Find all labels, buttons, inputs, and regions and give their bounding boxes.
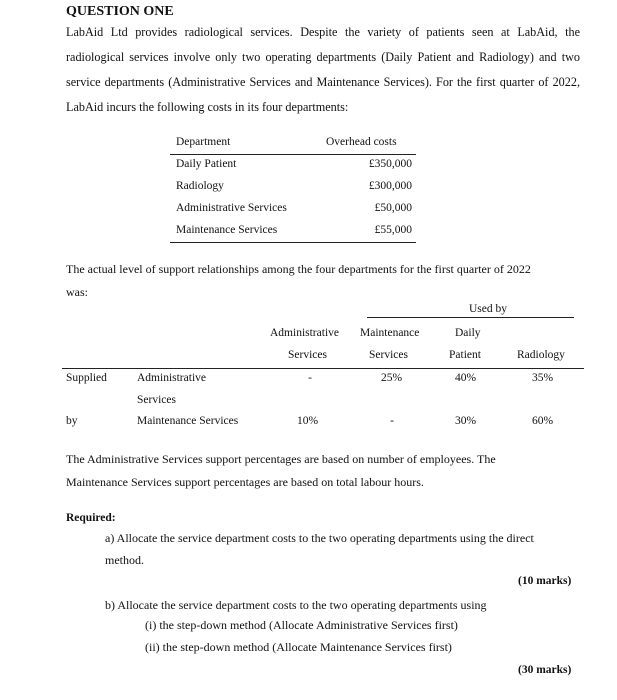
cost-row-value: £300,000 bbox=[368, 180, 412, 192]
row-admin-maint: 25% bbox=[381, 372, 403, 384]
note-line1: The Administrative Services support percentages are based on number of employees. The bbox=[66, 452, 496, 466]
row-admin-radiology: 35% bbox=[532, 372, 554, 384]
row-maint-admin: 10% bbox=[297, 415, 319, 427]
cost-row-dept: Administrative Services bbox=[176, 202, 287, 214]
cost-row-dept: Daily Patient bbox=[176, 158, 237, 170]
col-radiology: Radiology bbox=[517, 349, 565, 361]
row-admin-name-line1: Administrative bbox=[137, 372, 206, 384]
cost-header-department: Department bbox=[176, 136, 231, 148]
cost-row-dept: Radiology bbox=[176, 180, 224, 192]
support-header-rule bbox=[62, 368, 584, 369]
cost-bottom-rule bbox=[170, 242, 416, 243]
part-b-i: (i) the step-down method (Allocate Administrative Services first) bbox=[145, 618, 458, 632]
row-maint-name: Maintenance Services bbox=[137, 415, 239, 427]
col-daily-line1: Daily bbox=[455, 327, 481, 339]
row-maint-radiology: 60% bbox=[532, 415, 554, 427]
part-a-line1: a) Allocate the service department costs to the two operating departments using the direct bbox=[105, 531, 534, 545]
support-intro-line1: The actual level of support relationships among the four departments for the first quarter of 2022 bbox=[66, 262, 531, 276]
note-line2: Maintenance Services support percentages are based on total labour hours. bbox=[66, 475, 424, 489]
cost-row-value: £50,000 bbox=[374, 202, 412, 214]
col-daily-line2: Patient bbox=[449, 349, 481, 361]
row-admin-name-line2: Services bbox=[137, 394, 176, 406]
col-maint-line1: Maintenance bbox=[360, 327, 420, 339]
col-admin-line1: Administrative bbox=[270, 327, 339, 339]
support-intro-line2: was: bbox=[66, 285, 88, 299]
used-by-label: Used by bbox=[469, 303, 508, 315]
part-b-ii: (ii) the step-down method (Allocate Maintenance Services first) bbox=[145, 640, 452, 654]
intro-paragraph: LabAid Ltd provides radiological services. Despite the variety of patients seen at LabAid, the radiological services involve only two operating departments (Daily Patient and Radiology) and two service departments (Administrative Services and Maintenance Services). For the first quarter of 2022, LabAid incurs the following costs in its four departments: bbox=[66, 25, 580, 114]
part-a-marks: (10 marks) bbox=[518, 575, 572, 587]
cost-header-overhead: Overhead costs bbox=[326, 136, 397, 148]
part-a-line2: method. bbox=[105, 553, 144, 567]
col-maint-line2: Services bbox=[369, 349, 408, 361]
question-title: QUESTION ONE bbox=[66, 4, 174, 19]
row-maint-daily: 30% bbox=[455, 415, 477, 427]
cost-row-value: £55,000 bbox=[374, 224, 412, 236]
row-admin-daily: 40% bbox=[455, 372, 477, 384]
by-label: by bbox=[66, 415, 78, 427]
cost-row-value: £350,000 bbox=[368, 158, 412, 170]
required-label: Required: bbox=[66, 512, 116, 524]
cost-header-rule bbox=[170, 154, 416, 155]
used-by-rule bbox=[367, 317, 574, 318]
part-b-line1: b) Allocate the service department costs to the two operating departments using bbox=[105, 598, 487, 612]
supplied-label: Supplied bbox=[66, 372, 107, 384]
row-admin-admin: - bbox=[308, 372, 312, 384]
cost-row-dept: Maintenance Services bbox=[176, 224, 278, 236]
row-maint-maint: - bbox=[390, 415, 394, 427]
col-admin-line2: Services bbox=[288, 349, 327, 361]
part-b-marks: (30 marks) bbox=[518, 664, 572, 676]
